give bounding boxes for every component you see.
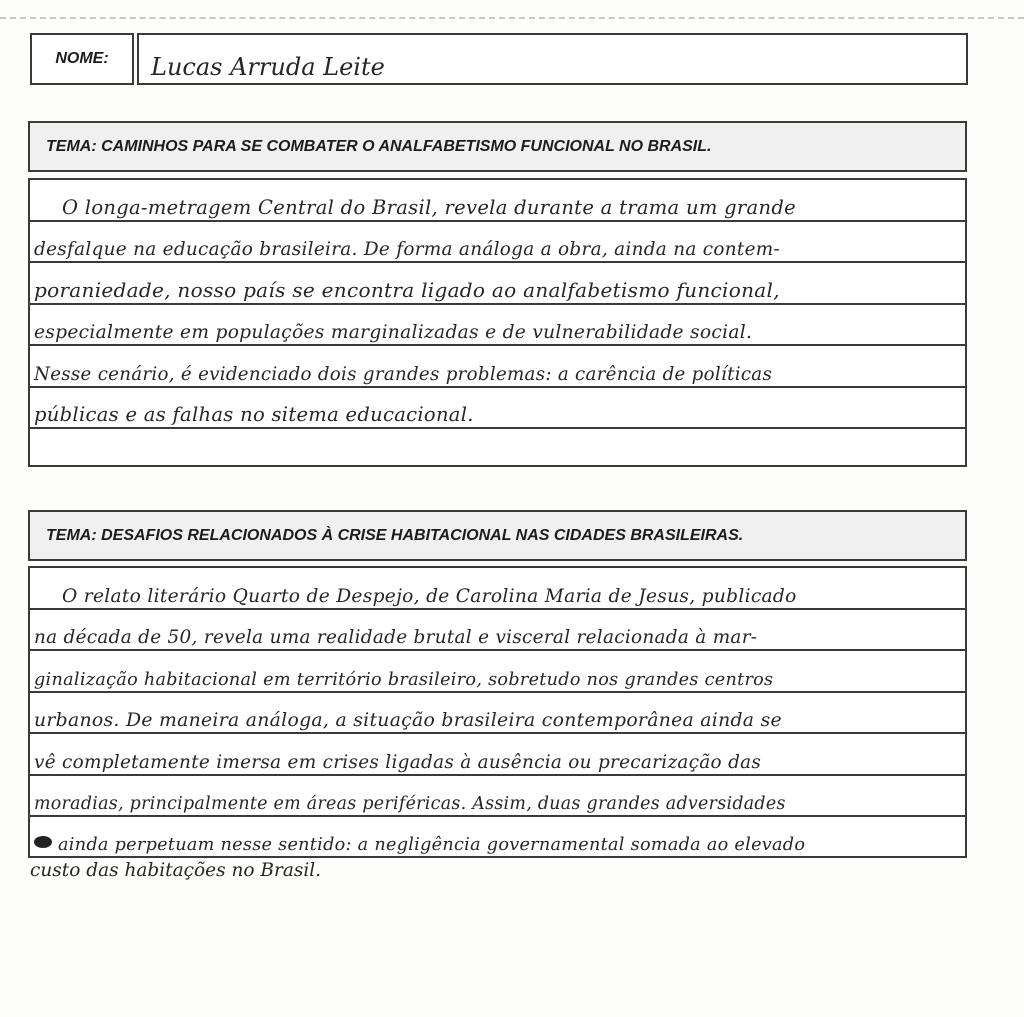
essay2-line-text: na década de 50, revela uma realidade brutal e visceral relacionada à mar- (34, 627, 758, 648)
essay1-line (30, 180, 965, 222)
essay2-tema-text: TEMA: DESAFIOS RELACIONADOS À CRISE HABITACIONAL NAS CIDADES BRASILEIRAS. (46, 526, 744, 544)
essay1-tema-text: TEMA: CAMINHOS PARA SE COMBATER O ANALFABETISMO FUNCIONAL NO BRASIL. (46, 137, 712, 155)
essay2-line-text: ainda perpetuam nesse sentido: a negligência governamental somada ao elevado (58, 835, 806, 855)
essay1-line (30, 222, 965, 263)
name-label-box (30, 33, 134, 85)
essay1-line-text: especialmente em populações marginalizadas e de vulnerabilidade social. (34, 322, 753, 343)
ink-blot-mark (34, 836, 52, 848)
essay2-line-text: moradias, principalmente em áreas periféricas. Assim, duas grandes adversidades (34, 794, 786, 814)
essay1-lines (28, 178, 967, 467)
name-label: NOME: (55, 50, 109, 67)
scan-edge (0, 17, 1024, 19)
essay1-line (30, 346, 965, 388)
essay2-line-text: vê completamente imersa em crises ligadas à ausência ou precarização das (34, 752, 762, 773)
essay1-line (30, 388, 965, 429)
essay1-line (30, 429, 965, 465)
essay2-line (30, 817, 965, 856)
name-field (137, 33, 968, 85)
essay2-line (30, 776, 965, 817)
essay2-tema (28, 510, 967, 561)
essay1-tema (28, 121, 967, 172)
essay2-line-text: urbanos. De maneira análoga, a situação brasileira contemporânea ainda se (34, 710, 782, 731)
essay1-line-text: públicas e as falhas no sitema educacional. (34, 403, 474, 426)
name-value: Lucas Arruda Leite (151, 53, 385, 81)
essay2-line (30, 651, 965, 693)
essay2-line (30, 693, 965, 734)
essay1-line (30, 263, 965, 305)
essay2-line (30, 734, 965, 776)
essay2-lines (28, 566, 967, 858)
essay1-line-text: poraniedade, nosso país se encontra ligado ao analfabetismo funcional, (34, 278, 780, 302)
essay2-line (30, 568, 965, 610)
essay2-overflow-line: custo das habitações no Brasil. (30, 860, 322, 881)
essay1-line-text: desfalque na educação brasileira. De forma análoga a obra, ainda na contem- (34, 239, 781, 260)
essay2-line-text: O relato literário Quarto de Despejo, de Carolina Maria de Jesus, publicado (62, 586, 797, 607)
essay2-line (30, 610, 965, 651)
essay1-line (30, 305, 965, 346)
essay2-line-text: ginalização habitacional em território brasileiro, sobretudo nos grandes centros (34, 670, 774, 690)
essay1-line-text: O longa-metragem Central do Brasil, revela durante a trama um grande (62, 196, 796, 219)
essay1-line-text: Nesse cenário, é evidenciado dois grandes problemas: a carência de políticas (34, 364, 773, 385)
